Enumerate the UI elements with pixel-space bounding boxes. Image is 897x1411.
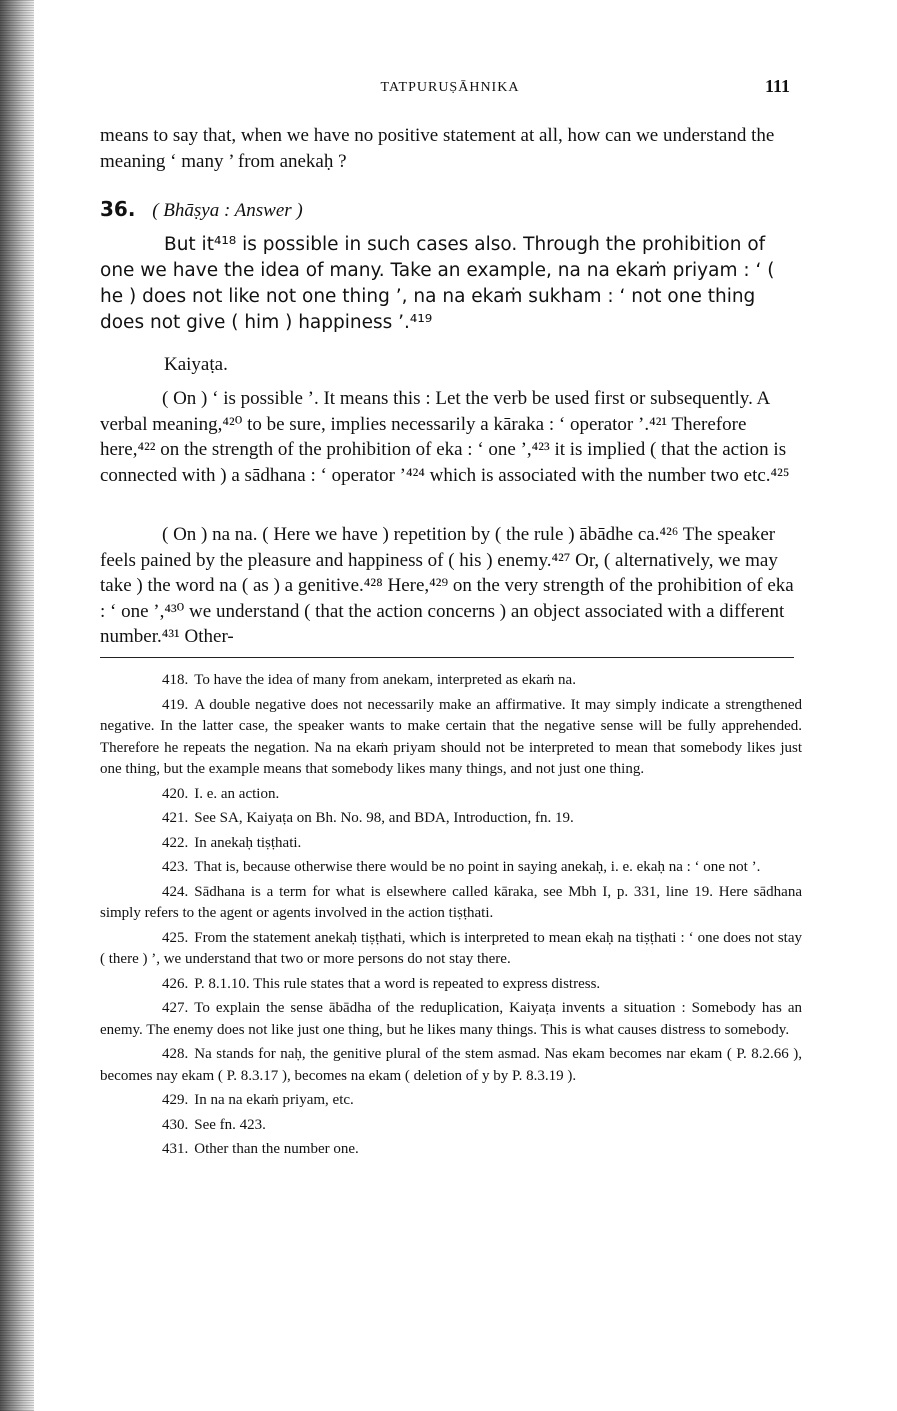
footnote — [100, 1090, 802, 1112]
footnote-text: A double negative does not necessarily make an affirmative. It may simply indicate a strengthened negative. In the latter case, the speaker wants to make certain that the negative sense will be fully apprehended. Therefore he repeats the negation. Na na ekaṁ priyam should not be interpreted to mean that somebody likes just one thing, but the example means that somebody likes many things, and not just one thing. — [100, 696, 802, 777]
footnote-number: 429. — [162, 1092, 189, 1108]
footnote — [100, 784, 802, 806]
footnote-text: See SA, Kaiyaṭa on Bh. No. 98, and BDA, Introduction, fn. 19. — [194, 810, 574, 826]
page-header — [100, 76, 800, 104]
footnote-text: In anekaḥ tiṣṭhati. — [194, 834, 302, 851]
running-title: TATPURUṢĀHNIKA — [380, 80, 520, 95]
footnote — [100, 695, 802, 781]
section-number: 36. — [100, 197, 136, 221]
footnotes — [100, 670, 802, 1164]
footnote-number: 426. — [162, 975, 189, 992]
footnote-text: P. 8.1.10. This rule states that a word is repeated to express distress. — [194, 975, 601, 992]
footnote-text: See fn. 423. — [194, 1116, 266, 1133]
footnote-number: 421. — [162, 810, 189, 826]
footnote-number: 419. — [162, 696, 189, 713]
kaiyata-heading: Kaiyaṭa. — [164, 354, 228, 375]
footnote-number: 418. — [162, 672, 189, 688]
footnote — [100, 928, 802, 971]
footnote — [100, 833, 802, 855]
footnote — [100, 1139, 802, 1161]
section-heading — [100, 197, 303, 222]
footnote-text: I. e. an action. — [194, 785, 280, 802]
footnote-number: 423. — [162, 859, 189, 875]
kaiyata-paragraph-1: ( On ) ‘ is possible ’. It means this : Let the verb be used first or subsequently. A verbal meaning,⁴²⁰ to be sure, implies necessarily a kāraka : ‘ operator ’.⁴²¹ Therefore here,⁴²² on the strength of the prohibition of eka : ‘ one ’,⁴²³ it is implied ( that the action is connected with ) a sādhana : ‘ operator ’⁴²⁴ which is associated with the number two etc.⁴²⁵ — [100, 388, 790, 486]
book-binding-edge — [0, 0, 34, 1411]
footnote-text: To explain the sense ābādha of the reduplication, Kaiyaṭa invents a situation : Somebody has an enemy. The enemy does not like just one thing, but he likes many things. This is what causes distress to somebody. — [100, 1000, 802, 1038]
footnote-text: Other than the number one. — [194, 1141, 359, 1157]
footnote-text: To have the idea of many from anekam, interpreted as ekaṁ na. — [194, 672, 576, 688]
footnote-text: Sādhana is a term for what is elsewhere called kāraka, see Mbh I, p. 331, line 19. Here sādhana simply refers to the agent or agents involved in the action tiṣṭhati. — [100, 883, 802, 921]
footnote-text: Na stands for naḥ, the genitive plural of the stem asmad. Nas ekam becomes nar ekam ( P. 8.2.66 ), becomes nay ekam ( P. 8.3.17 ), becomes na ekam ( deletion of y by P. 8.3.19 ). — [100, 1046, 802, 1084]
section-label: ( Bhāṣya : Answer ) — [152, 200, 303, 221]
footnote — [100, 1115, 802, 1137]
footnote-text: That is, because otherwise there would be no point in saying anekaḥ, i. e. ekaḥ na : ‘ one not ’. — [194, 859, 761, 875]
footnote-number: 425. — [162, 929, 189, 946]
footnote — [100, 882, 802, 925]
footnote-text: In na na ekaṁ priyam, etc. — [194, 1092, 354, 1108]
footnote — [100, 1044, 802, 1087]
footnote — [100, 808, 802, 830]
footnote-number: 427. — [162, 1000, 189, 1016]
paragraph-continued: means to say that, when we have no positive statement at all, how can we understand the meaning ‘ many ’ from anekaḥ ? — [100, 125, 775, 172]
footnote — [100, 857, 802, 879]
footnote-number: 430. — [162, 1116, 189, 1133]
footnote — [100, 974, 802, 996]
footnote-number: 422. — [162, 834, 189, 851]
footnote-number: 428. — [162, 1046, 189, 1062]
bhasya-answer-text: But it⁴¹⁸ is possible in such cases also. Through the prohibition of one we have the idea of many. Take an example, na na ekaṁ priyam : ‘ ( he ) does not like not one thing ’, na na ekaṁ sukham : ‘ not one thing does not give ( him ) happiness ’.⁴¹⁹ — [100, 234, 775, 333]
footnote-number: 431. — [162, 1141, 189, 1157]
footnote-text: From the statement anekaḥ tiṣṭhati, which is interpreted to mean ekaḥ na tiṣṭhati : ‘ one does not stay ( there ) ’, we understand that two or more persons do not stay there. — [100, 929, 802, 967]
page-number: 111 — [764, 76, 790, 96]
footnote-divider — [100, 657, 794, 658]
footnote-number: 420. — [162, 785, 189, 802]
footnote — [100, 670, 802, 692]
footnote — [100, 998, 802, 1041]
footnote-number: 424. — [162, 883, 189, 900]
kaiyata-paragraph-2: ( On ) na na. ( Here we have ) repetition by ( the rule ) ābādhe ca.⁴²⁶ The speaker feels pained by the pleasure and happiness of ( his ) enemy.⁴²⁷ Or, ( alternatively, we may take ) the word na ( as ) a genitive.⁴²⁸ Here,⁴²⁹ on the very strength of the prohibition of eka : ‘ one ’,⁴³⁰ we understand ( that the action concerns ) an object associated with a different number.⁴³¹ Other- — [100, 524, 794, 647]
